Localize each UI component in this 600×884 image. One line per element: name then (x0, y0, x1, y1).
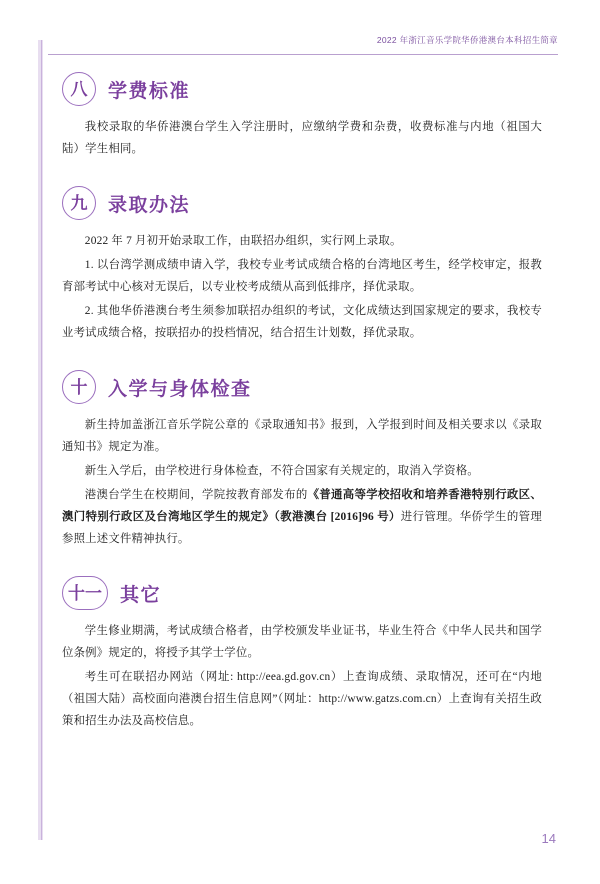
section-title-9: 录取办法 (108, 194, 191, 216)
left-decorative-line (41, 40, 42, 840)
header-title: 2022 年浙江音乐学院华侨港澳台本科招生简章 (376, 35, 558, 45)
section-9-paragraph-1: 2022 年 7 月初开始录取工作，由联招办组织，实行网上录取。 (84, 235, 402, 247)
page-number: 14 (541, 831, 556, 846)
page-header (48, 34, 558, 46)
section-heading-11 (62, 576, 542, 610)
section-10-paragraph-1: 新生持加盖浙江音乐学院公章的《录取通知书》报到，入学报到时间及相关要求以《录取通知书》规定为准。 (62, 419, 542, 453)
section-heading-9 (62, 186, 542, 220)
section-10-p3-regulation-name: 《普通高等学校招收和培养香港特别行政区、澳门特别行政区及台湾地区学生的规定》（教港澳台 [2016]96 号） (62, 489, 542, 523)
document-content (62, 72, 542, 734)
section-number-10: 十 (62, 370, 96, 404)
section-11-paragraph-1: 学生修业期满，考试成绩合格者，由学校颁发毕业证书，毕业生符合《中华人民共和国学位条例》规定的，将授予其学士学位。 (62, 625, 542, 659)
section-number-9: 九 (62, 186, 96, 220)
section-8-paragraph-1: 我校录取的华侨港澳台学生入学注册时，应缴纳学费和杂费，收费标准与内地（祖国大陆）学生相同。 (62, 121, 542, 155)
section-title-11: 其它 (120, 584, 162, 606)
section-title-10: 入学与身体检查 (108, 378, 252, 400)
section-heading-10 (62, 370, 542, 404)
section-number-8: 八 (62, 72, 96, 106)
section-9-paragraph-3: 2. 其他华侨港澳台考生须参加联招办组织的考试，文化成绩达到国家规定的要求，我校专业考试成绩合格，按联招办的投档情况，结合招生计划数，择优录取。 (62, 305, 542, 339)
section-10-p3-lead: 港澳台学生在校期间，学院按教育部发布的 (84, 489, 308, 501)
section-10-p3-tail: 进行管理。华侨学生的管理参照上述文件精神执行。 (62, 511, 542, 545)
section-11-paragraph-2: 考生可在联招办网站（网址: http://eea.gd.gov.cn）上查询成绩、录取情况，还可在“内地（祖国大陆）高校面向港澳台招生信息网”（网址：http://www.gatzs.com.cn）上查询有关招生政策和招生办法及高校信息。 (62, 671, 542, 727)
section-title-8: 学费标准 (108, 80, 191, 102)
section-heading-8 (62, 72, 542, 106)
header-divider (48, 54, 558, 55)
section-number-11: 十一 (62, 576, 108, 610)
section-10-paragraph-2: 新生入学后，由学校进行身体检查，不符合国家有关规定的，取消入学资格。 (84, 465, 479, 477)
section-10-paragraph-3 (62, 484, 542, 550)
section-9-paragraph-2: 1. 以台湾学测成绩申请入学，我校专业考试成绩合格的台湾地区考生，经学校审定，报教育部考试中心核对无误后，以专业校考成绩从高到低排序，择优录取。 (62, 259, 542, 293)
